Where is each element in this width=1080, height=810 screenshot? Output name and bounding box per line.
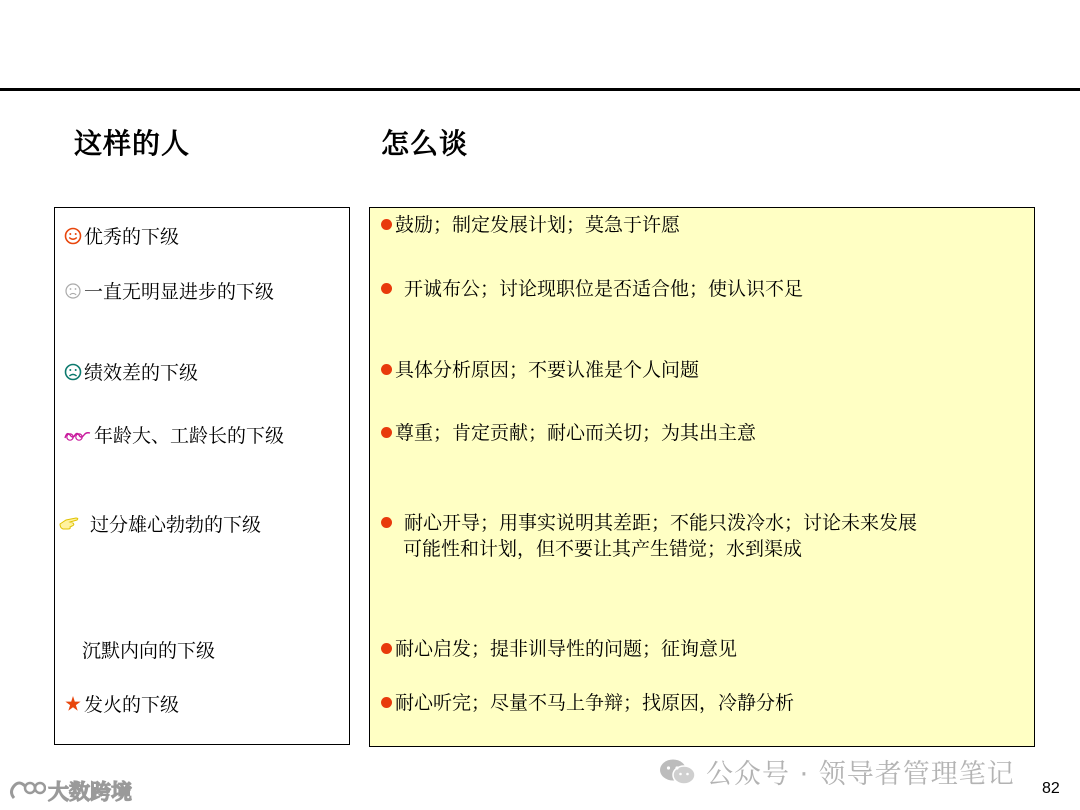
advice-text-line-1: 耐心开导；用事实说明其差距；不能只泼冷水；讨论未来发展	[404, 512, 918, 534]
smiley-face-icon	[64, 227, 82, 245]
advice-text: 具体分析原因；不要认准是个人问题	[395, 359, 700, 381]
frown-face-icon	[64, 363, 82, 381]
advice-text: 耐心听完；尽量不马上争辩；找原因，冷静分析	[395, 692, 795, 714]
bullet-icon	[381, 427, 392, 438]
advice-excellent	[381, 212, 680, 238]
row-label-excellent	[64, 222, 179, 249]
advice-text: 开诚布公；讨论现职位是否适合他；使认识不足	[404, 278, 804, 300]
row-label-text: 优秀的下级	[84, 226, 180, 248]
wechat-watermark-text: 公众号 · 领导者管理笔记	[706, 759, 1015, 790]
advice-text: 尊重；肯定贡献；耐心而关切；为其出主意	[395, 422, 757, 444]
row-label-ambitious	[58, 510, 261, 537]
logo-text: 大数跨境	[48, 780, 132, 804]
row-label-text: 发火的下级	[84, 694, 180, 716]
row-label-text: 年龄大、工龄长的下级	[94, 425, 285, 447]
row-label-poor-performance	[64, 358, 198, 385]
bullet-icon	[381, 697, 392, 708]
advice-introverted	[381, 636, 737, 662]
glasses-icon	[64, 427, 92, 443]
brand-logo	[8, 776, 132, 806]
row-label-no-progress	[64, 277, 274, 304]
bullet-icon	[381, 517, 392, 528]
row-label-senior	[64, 421, 284, 448]
top-rule	[0, 88, 1080, 91]
page-number: 82	[1042, 780, 1060, 797]
advice-poor-performance	[381, 357, 699, 383]
advice-ambitious	[381, 510, 917, 562]
bullet-icon	[381, 219, 392, 230]
row-label-text: 沉默内向的下级	[82, 640, 216, 662]
row-label-text: 过分雄心勃勃的下级	[90, 514, 262, 536]
advice-angry	[381, 690, 794, 716]
bullet-icon	[381, 283, 392, 294]
row-label-text: 一直无明显进步的下级	[84, 281, 275, 303]
advice-senior	[381, 420, 756, 446]
row-label-angry	[64, 690, 179, 717]
wechat-watermark	[658, 752, 1015, 791]
advice-text: 鼓励；制定发展计划；莫急于许愿	[395, 214, 681, 236]
sad-face-icon	[64, 282, 82, 300]
logo-icon	[8, 778, 46, 804]
row-label-introverted	[82, 636, 215, 663]
star-burst-icon	[64, 695, 82, 713]
row-label-text: 绩效差的下级	[84, 362, 199, 384]
left-column-heading: 这样的人	[74, 127, 191, 160]
right-column-heading: 怎么谈	[381, 127, 469, 160]
wechat-icon	[658, 757, 698, 787]
bullet-icon	[381, 643, 392, 654]
bullet-icon	[381, 364, 392, 375]
advice-text: 耐心启发；提非训导性的问题；征询意见	[395, 638, 738, 660]
advice-text-line-2: 可能性和计划，但不要让其产生错觉；水到渠成	[403, 538, 803, 560]
advice-no-progress	[381, 276, 803, 302]
pointing-hand-icon	[58, 515, 80, 533]
